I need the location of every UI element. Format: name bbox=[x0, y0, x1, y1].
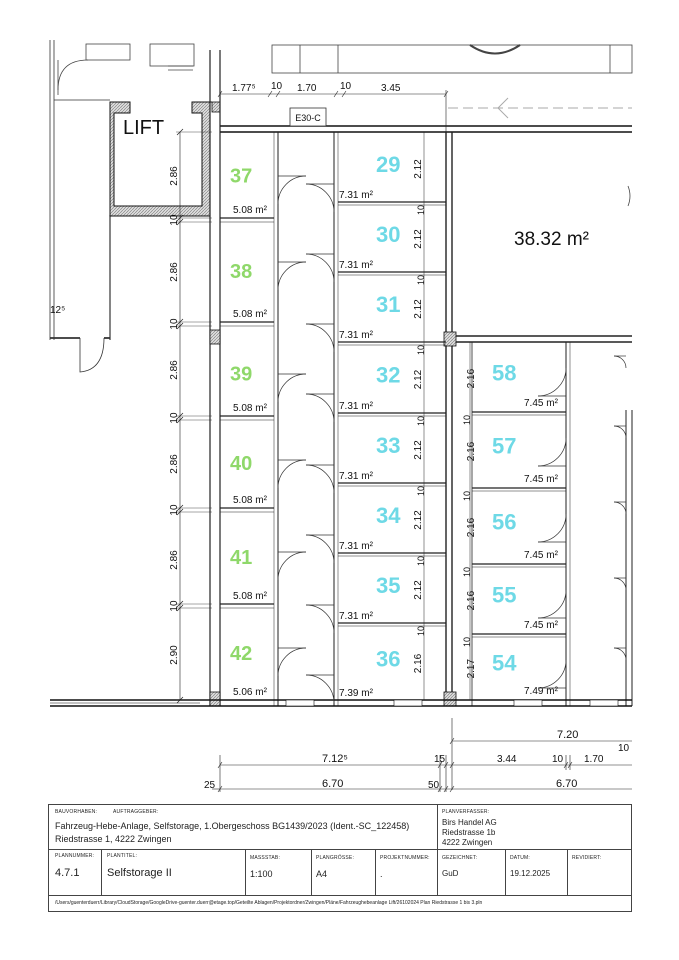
open-area-edge bbox=[628, 186, 630, 206]
door-swing bbox=[538, 514, 566, 542]
door-swing bbox=[306, 675, 334, 703]
door-swing bbox=[306, 535, 334, 563]
left-fragment-dim: 12⁵ bbox=[50, 305, 66, 316]
door-swing bbox=[306, 254, 334, 282]
door-swing bbox=[538, 368, 566, 396]
bottom-dim-5: 50 bbox=[428, 780, 440, 791]
dim-ten: 10 bbox=[416, 274, 426, 286]
dim-ten: 10 bbox=[416, 485, 426, 497]
door-swing bbox=[614, 578, 626, 590]
door-swing bbox=[614, 648, 626, 660]
room-area: 7.31 m² bbox=[339, 541, 373, 552]
tb-divider bbox=[49, 895, 631, 896]
room-area: 5.08 m² bbox=[233, 495, 267, 506]
top-dim-2: 10 bbox=[271, 81, 283, 92]
room-area: 7.31 m² bbox=[339, 401, 373, 412]
left-dim: 2.86 bbox=[169, 166, 180, 186]
door-swing bbox=[306, 394, 334, 422]
dim-ten: 10 bbox=[416, 415, 426, 427]
door-swing bbox=[278, 374, 306, 402]
room-area: 5.08 m² bbox=[233, 403, 267, 414]
door-swing bbox=[614, 356, 626, 368]
tb-divider bbox=[567, 849, 568, 895]
left-dim: 2.90 bbox=[169, 645, 180, 665]
gezeichnet-label: GEZEICHNET: bbox=[442, 855, 478, 861]
room-width-dim: 2.16 bbox=[466, 590, 477, 611]
room-width-dim: 2.12 bbox=[413, 159, 424, 179]
left-dim: 10 bbox=[169, 600, 180, 612]
middle-cells bbox=[306, 132, 446, 703]
room-number: 38 bbox=[230, 261, 253, 284]
dim-ten: 10 bbox=[462, 566, 472, 578]
room-area: 7.31 m² bbox=[339, 190, 373, 201]
datum-value: 19.12.2025 bbox=[510, 869, 551, 878]
door-tag: E30-C bbox=[295, 113, 321, 123]
bottom-dim-9: 1.70 bbox=[584, 754, 604, 765]
project-line-1: Fahrzeug-Hebe-Anlage, Selfstorage, 1.Obergeschoss BG1439/2023 (Ident.-SC_122458) bbox=[55, 821, 410, 831]
door-swing bbox=[538, 438, 566, 466]
gezeichnet-value: GuD bbox=[442, 869, 459, 878]
room-number: 57 bbox=[492, 433, 517, 459]
dim-ten: 10 bbox=[416, 625, 426, 637]
room-number: 34 bbox=[376, 503, 401, 528]
planverfasser-line-1: Birs Handel AG bbox=[442, 818, 497, 827]
left-dim: 2.86 bbox=[169, 550, 180, 570]
room-number: 55 bbox=[492, 582, 517, 608]
top-wall bbox=[210, 98, 632, 132]
room-width-dim: 2.12 bbox=[413, 580, 424, 600]
top-dim-3: 1.70 bbox=[297, 83, 317, 94]
auftraggeber-label: AUFTRAGGEBER: bbox=[113, 809, 159, 815]
room-width-dim: 2.16 bbox=[466, 441, 477, 462]
room-number: 30 bbox=[376, 222, 401, 247]
door-swing bbox=[538, 660, 566, 688]
room-number: 42 bbox=[230, 642, 253, 665]
revidiert-label: REVIDIERT: bbox=[572, 855, 602, 861]
projektnummer-label: PROJEKTNUMMER: bbox=[380, 855, 430, 861]
room-width-dim: 2.16 bbox=[466, 517, 477, 538]
left-dim: 10 bbox=[169, 214, 180, 226]
open-area-label: 38.32 m² bbox=[514, 229, 589, 250]
tb-divider bbox=[245, 849, 246, 895]
massstab-label: MASSSTAB: bbox=[250, 855, 281, 861]
left-rooms-walls bbox=[50, 40, 110, 372]
left-cells bbox=[220, 166, 306, 698]
room-number: 58 bbox=[492, 360, 517, 386]
room-number: 40 bbox=[230, 452, 253, 475]
plantitel-label: PLANTITEL: bbox=[107, 853, 138, 859]
massstab-value: 1:100 bbox=[250, 869, 273, 879]
plannummer-value: 4.7.1 bbox=[55, 867, 80, 879]
dim-ten: 10 bbox=[416, 204, 426, 216]
door-swing bbox=[278, 460, 306, 488]
bottom-dim-11: 6.70 bbox=[556, 778, 578, 790]
planverfasser-label: PLANVERFASSER: bbox=[442, 809, 490, 815]
door-swing bbox=[278, 262, 306, 290]
room-number: 29 bbox=[376, 152, 401, 177]
room-width-dim: 2.12 bbox=[413, 229, 424, 249]
lift-label: LIFT bbox=[123, 117, 165, 139]
room-number: 41 bbox=[230, 546, 253, 569]
room-width-dim: 2.16 bbox=[466, 368, 477, 389]
left-dim: 2.86 bbox=[169, 454, 180, 474]
door-swing bbox=[306, 605, 334, 633]
room-area: 7.31 m² bbox=[339, 611, 373, 622]
bottom-wall bbox=[50, 700, 632, 706]
door-swing bbox=[538, 590, 566, 618]
door-swing bbox=[306, 465, 334, 493]
room-area: 7.45 m² bbox=[524, 550, 558, 561]
room-number: 36 bbox=[376, 646, 401, 672]
bauvorhaben-label: BAUVORHABEN: bbox=[55, 809, 98, 815]
datum-label: DATUM: bbox=[510, 855, 530, 861]
room-width-dim: 2.16 bbox=[413, 653, 424, 674]
room-area: 5.08 m² bbox=[233, 309, 267, 320]
bottom-dim-1: 7.12⁵ bbox=[322, 753, 348, 765]
room-number: 31 bbox=[376, 292, 401, 317]
room-area: 7.31 m² bbox=[339, 330, 373, 341]
room-width-dim: 2.12 bbox=[413, 299, 424, 319]
tb-divider bbox=[505, 849, 506, 895]
door-swing bbox=[278, 552, 306, 580]
room-area: 5.08 m² bbox=[233, 591, 267, 602]
room-area: 7.45 m² bbox=[524, 398, 558, 409]
room-area: 7.31 m² bbox=[339, 471, 373, 482]
file-path: /Users/guenterduerr/Library/CloudStorage/GoogleDrive-guenter.duerr@etage.top/Geteilte Ablagen/Projektordner/Zwingen/Pläne/Fahrzeughebeanlage Lift/26102024 Plan Riedstrasse 1 bis 3.pln bbox=[55, 900, 483, 906]
door-swing bbox=[278, 648, 306, 676]
project-line-2: Riedstrasse 1, 4222 Zwingen bbox=[55, 834, 172, 844]
tb-divider bbox=[101, 849, 102, 895]
left-dim: 10 bbox=[169, 412, 180, 424]
bottom-dim-7: 3.44 bbox=[497, 754, 517, 765]
tb-divider bbox=[375, 849, 376, 895]
door-swing bbox=[306, 184, 334, 212]
bottom-dim-2: 15 bbox=[434, 754, 446, 765]
top-dim-1: 1.77⁵ bbox=[232, 83, 256, 94]
room-area: 5.08 m² bbox=[233, 205, 267, 216]
tb-divider bbox=[49, 849, 631, 850]
dim-ten: 10 bbox=[416, 344, 426, 356]
tb-divider bbox=[311, 849, 312, 895]
left-dim: 10 bbox=[169, 318, 180, 330]
right-cells bbox=[462, 342, 626, 700]
room-number: 54 bbox=[492, 650, 517, 676]
planverfasser-line-3: 4222 Zwingen bbox=[442, 838, 493, 847]
bottom-dim-8: 10 bbox=[552, 754, 564, 765]
room-width-dim: 2.17 bbox=[466, 658, 477, 679]
bottom-dim-10: 10 bbox=[618, 743, 630, 754]
plangroesse-value: A4 bbox=[316, 869, 328, 879]
dim-ten: 10 bbox=[416, 555, 426, 567]
left-dim: 2.86 bbox=[169, 262, 180, 282]
room-number: 37 bbox=[230, 165, 253, 188]
bottom-dim-3: 6.70 bbox=[322, 778, 344, 790]
planverfasser-line-2: Riedstrasse 1b bbox=[442, 828, 496, 837]
room-area: 7.49 m² bbox=[524, 686, 558, 697]
bottom-dim-6: 7.20 bbox=[557, 729, 579, 741]
storage-middle-walls bbox=[334, 132, 632, 706]
tb-divider bbox=[437, 805, 438, 895]
plantitel-value: Selfstorage II bbox=[107, 867, 172, 879]
room-width-dim: 2.12 bbox=[413, 440, 424, 460]
top-dim-5: 3.45 bbox=[381, 83, 401, 94]
room-area: 7.45 m² bbox=[524, 620, 558, 631]
projektnummer-value: . bbox=[380, 869, 383, 879]
dim-ten: 10 bbox=[462, 636, 472, 648]
room-width-dim: 2.12 bbox=[413, 369, 424, 390]
plangroesse-label: PLANGRÖSSE: bbox=[316, 855, 355, 861]
room-area: 7.31 m² bbox=[339, 260, 373, 271]
left-dim: 10 bbox=[169, 504, 180, 516]
bottom-dim-4: 25 bbox=[204, 780, 216, 791]
room-area: 5.06 m² bbox=[233, 687, 267, 698]
door-swing bbox=[614, 502, 626, 514]
dim-ten: 10 bbox=[462, 414, 472, 426]
room-width-dim: 2.12 bbox=[413, 510, 424, 530]
room-number: 56 bbox=[492, 509, 517, 535]
title-block bbox=[48, 804, 632, 912]
plannummer-label: PLANNUMMER: bbox=[55, 853, 95, 859]
room-area: 7.39 m² bbox=[339, 688, 373, 699]
room-number: 35 bbox=[376, 573, 401, 598]
dim-ten: 10 bbox=[462, 490, 472, 502]
door-swing bbox=[306, 324, 334, 352]
left-dim: 2.86 bbox=[169, 360, 180, 380]
room-area: 7.45 m² bbox=[524, 474, 558, 485]
room-number: 33 bbox=[376, 433, 401, 458]
door-swing bbox=[614, 426, 626, 438]
room-number: 32 bbox=[376, 362, 401, 388]
room-number: 39 bbox=[230, 363, 253, 386]
top-dim-4: 10 bbox=[340, 81, 352, 92]
door-swing bbox=[278, 176, 306, 204]
